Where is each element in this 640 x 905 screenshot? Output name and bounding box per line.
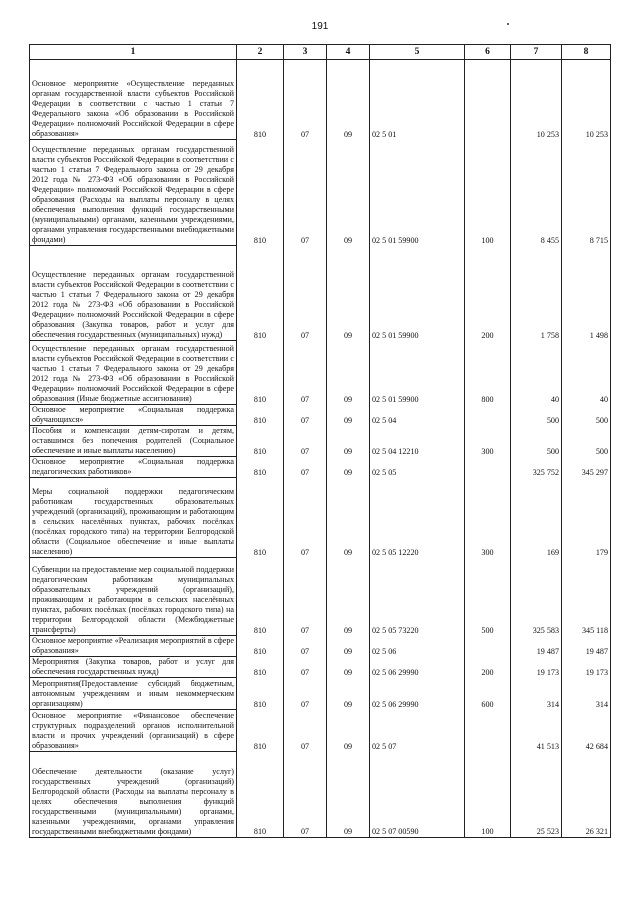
row-expense-type: 100 xyxy=(465,752,511,838)
row-target-article: 02 5 01 59900 xyxy=(370,341,465,405)
row-amount-year-1: 325 583 xyxy=(511,558,562,636)
row-expense-type xyxy=(465,457,511,478)
row-section-code: 07 xyxy=(284,710,327,752)
row-section-code: 07 xyxy=(284,558,327,636)
row-amount-year-2: 19 487 xyxy=(562,636,611,657)
table-row xyxy=(30,246,611,341)
row-subsection-code: 09 xyxy=(327,478,370,558)
row-ministry-code: 810 xyxy=(237,752,284,838)
table-row xyxy=(30,60,611,140)
row-ministry-code: 810 xyxy=(237,341,284,405)
row-amount-year-1: 325 752 xyxy=(511,457,562,478)
header-col-5: 5 xyxy=(370,45,465,60)
row-amount-year-1: 41 513 xyxy=(511,710,562,752)
table-row xyxy=(30,558,611,636)
row-expense-type: 300 xyxy=(465,478,511,558)
row-target-article: 02 5 07 00590 xyxy=(370,752,465,838)
row-expense-type xyxy=(465,636,511,657)
row-expense-type xyxy=(465,710,511,752)
table-row xyxy=(30,457,611,478)
row-expense-type: 600 xyxy=(465,678,511,710)
row-ministry-code: 810 xyxy=(237,636,284,657)
table-row xyxy=(30,636,611,657)
row-expense-type: 500 xyxy=(465,558,511,636)
row-amount-year-1: 10 253 xyxy=(511,60,562,140)
row-amount-year-1: 1 758 xyxy=(511,246,562,341)
row-amount-year-1: 169 xyxy=(511,478,562,558)
row-section-code: 07 xyxy=(284,636,327,657)
row-subsection-code: 09 xyxy=(327,752,370,838)
row-description: Мероприятия (Закупка товаров, работ и услуг для обеспечения государственных нужд) xyxy=(30,657,237,678)
header-col-8: 8 xyxy=(562,45,611,60)
table-row xyxy=(30,341,611,405)
row-amount-year-2: 26 321 xyxy=(562,752,611,838)
row-section-code: 07 xyxy=(284,140,327,246)
row-amount-year-2: 8 715 xyxy=(562,140,611,246)
row-target-article: 02 5 01 xyxy=(370,60,465,140)
row-target-article: 02 5 01 59900 xyxy=(370,140,465,246)
row-subsection-code: 09 xyxy=(327,457,370,478)
row-section-code: 07 xyxy=(284,405,327,426)
row-ministry-code: 810 xyxy=(237,405,284,426)
row-section-code: 07 xyxy=(284,678,327,710)
row-subsection-code: 09 xyxy=(327,678,370,710)
row-subsection-code: 09 xyxy=(327,636,370,657)
row-ministry-code: 810 xyxy=(237,710,284,752)
row-target-article: 02 5 05 12220 xyxy=(370,478,465,558)
row-target-article: 02 5 06 29990 xyxy=(370,657,465,678)
page-number: 191 xyxy=(311,21,329,32)
row-description: Осуществление переданных органам государственной власти субъектов Российской Федерации в соответствии с частью 1 статьи 7 Федерального закона от 29 декабря 2012 года № 273-ФЗ «Об образовании в Российской Федерации» полномочий Российской Федерации в сфере образования (Закупка товаров, работ и услуг для обеспечения государственных (муниципальных) нужд) xyxy=(30,246,237,341)
row-description: Осуществление переданных органам государственной власти субъектов Российской Федерации в соответствии с частью 1 статьи 7 Федерального закона от 29 декабря 2012 года № 273-ФЗ «Об образовании в Российской Федерации» полномочий Российской Федерации в сфере образования (Иные бюджетные ассигнования) xyxy=(30,341,237,405)
row-target-article: 02 5 07 xyxy=(370,710,465,752)
row-subsection-code: 09 xyxy=(327,710,370,752)
row-amount-year-2: 1 498 xyxy=(562,246,611,341)
row-amount-year-1: 500 xyxy=(511,405,562,426)
row-description: Обеспечение деятельности (оказание услуг) государственных учреждений (организаций) Белгородской области (Расходы на выплаты персоналу в целях обеспечения выполнения функций государственными (муниципальными) органами, казенными учреждениями, органами управления государственными внебюджетными фондами) xyxy=(30,752,237,838)
row-amount-year-2: 500 xyxy=(562,405,611,426)
row-amount-year-2: 500 xyxy=(562,426,611,457)
row-subsection-code: 09 xyxy=(327,657,370,678)
row-amount-year-2: 10 253 xyxy=(562,60,611,140)
row-amount-year-1: 8 455 xyxy=(511,140,562,246)
row-expense-type: 100 xyxy=(465,140,511,246)
row-target-article: 02 5 01 59900 xyxy=(370,246,465,341)
row-subsection-code: 09 xyxy=(327,60,370,140)
row-section-code: 07 xyxy=(284,457,327,478)
row-ministry-code: 810 xyxy=(237,426,284,457)
table-row xyxy=(30,710,611,752)
row-section-code: 07 xyxy=(284,341,327,405)
row-expense-type xyxy=(465,405,511,426)
row-amount-year-2: 179 xyxy=(562,478,611,558)
row-expense-type: 200 xyxy=(465,657,511,678)
row-description: Меры социальной поддержки педагогическим работникам государственных образовательных учреждений (организаций), проживающим и работающим в сельских населённых пунктах, рабочих посёлках (посёлках городского типа) на территории Белгородской области (Социальное обеспечение и иные выплаты населению) xyxy=(30,478,237,558)
row-subsection-code: 09 xyxy=(327,558,370,636)
row-amount-year-2: 42 684 xyxy=(562,710,611,752)
row-target-article: 02 5 04 12210 xyxy=(370,426,465,457)
header-col-7: 7 xyxy=(511,45,562,60)
row-subsection-code: 09 xyxy=(327,140,370,246)
row-ministry-code: 810 xyxy=(237,246,284,341)
row-description: Основное мероприятие «Социальная поддержка педагогических работников» xyxy=(30,457,237,478)
row-description: Пособия и компенсации детям-сиротам и детям, оставшимся без попечения родителей (Социальное обеспечение и иные выплаты населению) xyxy=(30,426,237,457)
row-subsection-code: 09 xyxy=(327,246,370,341)
row-subsection-code: 09 xyxy=(327,341,370,405)
row-expense-type: 200 xyxy=(465,246,511,341)
row-description: Субвенции на предоставление мер социальной поддержки педагогическим работникам муниципальных образовательных учреждений (организаций), проживающим и работающим в сельских населённых пунктах, рабочих посёлках (посёлках городского типа) на территории Белгородской области (Межбюджетные трансферты) xyxy=(30,558,237,636)
row-amount-year-1: 40 xyxy=(511,341,562,405)
row-ministry-code: 810 xyxy=(237,140,284,246)
row-description: Осуществление переданных органам государственной власти субъектов Российской Федерации в соответствии с частью 1 статьи 7 Федерального закона от 29 декабря 2012 года № 273-ФЗ «Об образовании в Российской Федерации» полномочий Российской Федерации в сфере образования (Расходы на выплаты персоналу в целях обеспечения выполнения функций государственными (муниципальными) органами, казенными учреждениями, органами управления государственными внебюджетными фондами) xyxy=(30,140,237,246)
row-target-article: 02 5 06 xyxy=(370,636,465,657)
row-ministry-code: 810 xyxy=(237,478,284,558)
row-amount-year-2: 40 xyxy=(562,341,611,405)
row-ministry-code: 810 xyxy=(237,678,284,710)
row-expense-type: 300 xyxy=(465,426,511,457)
table-row xyxy=(30,140,611,246)
row-ministry-code: 810 xyxy=(237,60,284,140)
table-row xyxy=(30,657,611,678)
row-amount-year-2: 314 xyxy=(562,678,611,710)
row-description: Основное мероприятие «Осуществление переданных органам государственной власти субъектов Российской Федерации в соответствии с частью 1 статьи 7 Федерального закона «Об образовании в Российской Федерации» полномочий Российской Федерации в сфере образования» xyxy=(30,60,237,140)
table-row xyxy=(30,752,611,838)
row-description: Основное мероприятие «Социальная поддержка обучающихся» xyxy=(30,405,237,426)
row-description: Основное мероприятие «Финансовое обеспечение структурных подразделений органов исполнительной власти и прочих учреждений (организаций) в сфере образования» xyxy=(30,710,237,752)
table-row xyxy=(30,678,611,710)
row-amount-year-1: 314 xyxy=(511,678,562,710)
row-ministry-code: 810 xyxy=(237,457,284,478)
row-target-article: 02 5 05 xyxy=(370,457,465,478)
row-subsection-code: 09 xyxy=(327,426,370,457)
table-row xyxy=(30,426,611,457)
header-col-4: 4 xyxy=(327,45,370,60)
header-col-1: 1 xyxy=(30,45,237,60)
row-subsection-code: 09 xyxy=(327,405,370,426)
row-description: Основное мероприятие «Реализация мероприятий в сфере образования» xyxy=(30,636,237,657)
row-section-code: 07 xyxy=(284,426,327,457)
row-amount-year-1: 500 xyxy=(511,426,562,457)
header-col-2: 2 xyxy=(237,45,284,60)
table-row xyxy=(30,478,611,558)
header-col-6: 6 xyxy=(465,45,511,60)
row-section-code: 07 xyxy=(284,478,327,558)
row-description: Мероприятия(Предоставление субсидий бюджетным, автономным учреждениям и иным некоммерческим организациям) xyxy=(30,678,237,710)
row-amount-year-1: 25 523 xyxy=(511,752,562,838)
row-section-code: 07 xyxy=(284,246,327,341)
row-ministry-code: 810 xyxy=(237,558,284,636)
header-row xyxy=(30,45,611,60)
row-target-article: 02 5 06 29990 xyxy=(370,678,465,710)
row-section-code: 07 xyxy=(284,60,327,140)
row-amount-year-1: 19 487 xyxy=(511,636,562,657)
row-expense-type xyxy=(465,60,511,140)
row-amount-year-2: 345 297 xyxy=(562,457,611,478)
header-col-3: 3 xyxy=(284,45,327,60)
row-amount-year-2: 19 173 xyxy=(562,657,611,678)
row-target-article: 02 5 05 73220 xyxy=(370,558,465,636)
scan-speck xyxy=(507,23,509,25)
row-amount-year-1: 19 173 xyxy=(511,657,562,678)
row-section-code: 07 xyxy=(284,657,327,678)
budget-table xyxy=(29,44,611,838)
row-ministry-code: 810 xyxy=(237,657,284,678)
row-section-code: 07 xyxy=(284,752,327,838)
row-amount-year-2: 345 118 xyxy=(562,558,611,636)
row-target-article: 02 5 04 xyxy=(370,405,465,426)
table-row xyxy=(30,405,611,426)
row-expense-type: 800 xyxy=(465,341,511,405)
